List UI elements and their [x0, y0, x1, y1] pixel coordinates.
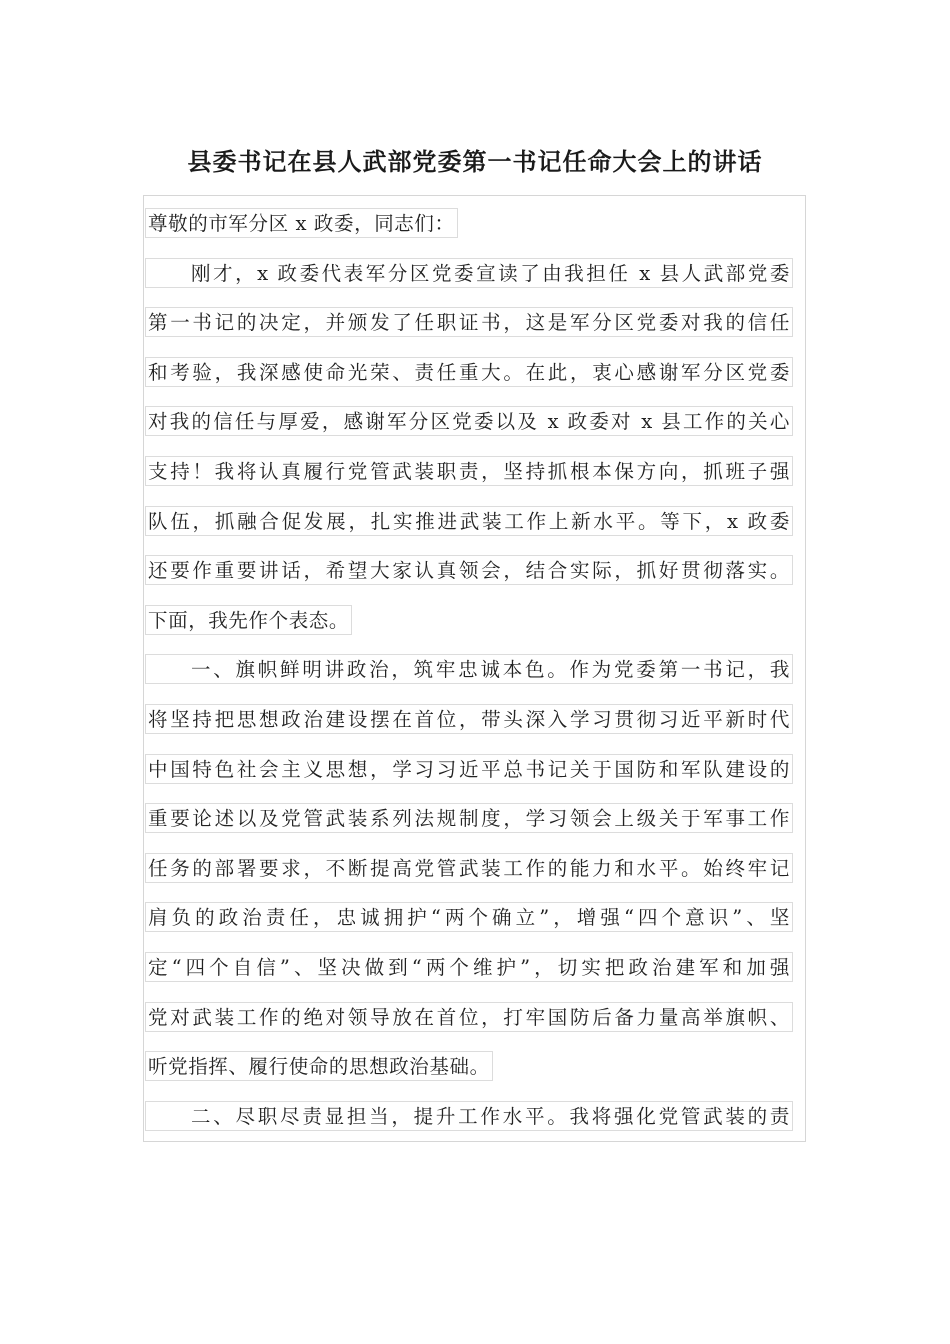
text-line	[145, 894, 805, 944]
text-line	[145, 200, 805, 250]
text-line	[145, 448, 805, 498]
text-line-content: 队伍，抓融合促发展，扎实推进武装工作上新水平。等下，x 政委	[145, 506, 793, 536]
text-line	[145, 597, 805, 647]
text-line	[145, 349, 805, 399]
text-line-content: 下面，我先作个表态。	[145, 605, 352, 635]
text-line-content: 一、旗帜鲜明讲政治，筑牢忠诚本色。作为党委第一书记，我	[145, 654, 793, 684]
text-line	[145, 1043, 805, 1093]
text-line-content: 将坚持把思想政治建设摆在首位，带头深入学习贯彻习近平新时代	[145, 704, 793, 734]
text-line-content: 第一书记的决定，并颁发了任职证书，这是军分区党委对我的信任	[145, 307, 793, 337]
text-line	[145, 498, 805, 548]
text-line-content: 听党指挥、履行使命的思想政治基础。	[145, 1051, 493, 1081]
text-line	[145, 250, 805, 300]
text-line-content: 对我的信任与厚爱，感谢军分区党委以及 x 政委对 x 县工作的关心	[145, 406, 793, 436]
text-line	[145, 994, 805, 1044]
text-line-content: 定“四个自信”、坚决做到“两个维护”，切实把政治建军和加强	[145, 952, 793, 982]
text-line-content: 和考验，我深感使命光荣、责任重大。在此，衷心感谢军分区党委	[145, 357, 793, 387]
text-line	[145, 299, 805, 349]
text-line-content: 中国特色社会主义思想，学习习近平总书记关于国防和军队建设的	[145, 754, 793, 784]
text-line	[145, 696, 805, 746]
text-line	[145, 944, 805, 994]
text-line-content: 二、尽职尽责显担当，提升工作水平。我将强化党管武装的责	[145, 1101, 793, 1131]
text-line	[145, 398, 805, 448]
text-line-content: 支持！我将认真履行党管武装职责，坚持抓根本保方向，抓班子强	[145, 456, 793, 486]
text-line	[145, 547, 805, 597]
document-title: 县委书记在县人武部党委第一书记任命大会上的讲话	[187, 147, 763, 176]
text-line	[145, 795, 805, 845]
text-line	[145, 746, 805, 796]
text-line-content: 尊敬的市军分区 x 政委，同志们：	[145, 208, 458, 238]
document-body	[145, 200, 805, 1142]
text-line-content: 任务的部署要求，不断提高党管武装工作的能力和水平。始终牢记	[145, 853, 793, 883]
text-line-content: 党对武装工作的绝对领导放在首位，打牢国防后备力量高举旗帜、	[145, 1002, 793, 1032]
text-line	[145, 1093, 805, 1143]
text-line	[145, 646, 805, 696]
text-line-content: 刚才，x 政委代表军分区党委宣读了由我担任 x 县人武部党委	[145, 258, 793, 288]
text-line-content: 重要论述以及党管武装系列法规制度，学习领会上级关于军事工作	[145, 803, 793, 833]
text-line-content: 肩负的政治责任，忠诚拥护“两个确立”，增强“四个意识”、坚	[145, 902, 793, 932]
text-line-content: 还要作重要讲话，希望大家认真领会，结合实际，抓好贯彻落实。	[145, 555, 793, 585]
text-line	[145, 845, 805, 895]
